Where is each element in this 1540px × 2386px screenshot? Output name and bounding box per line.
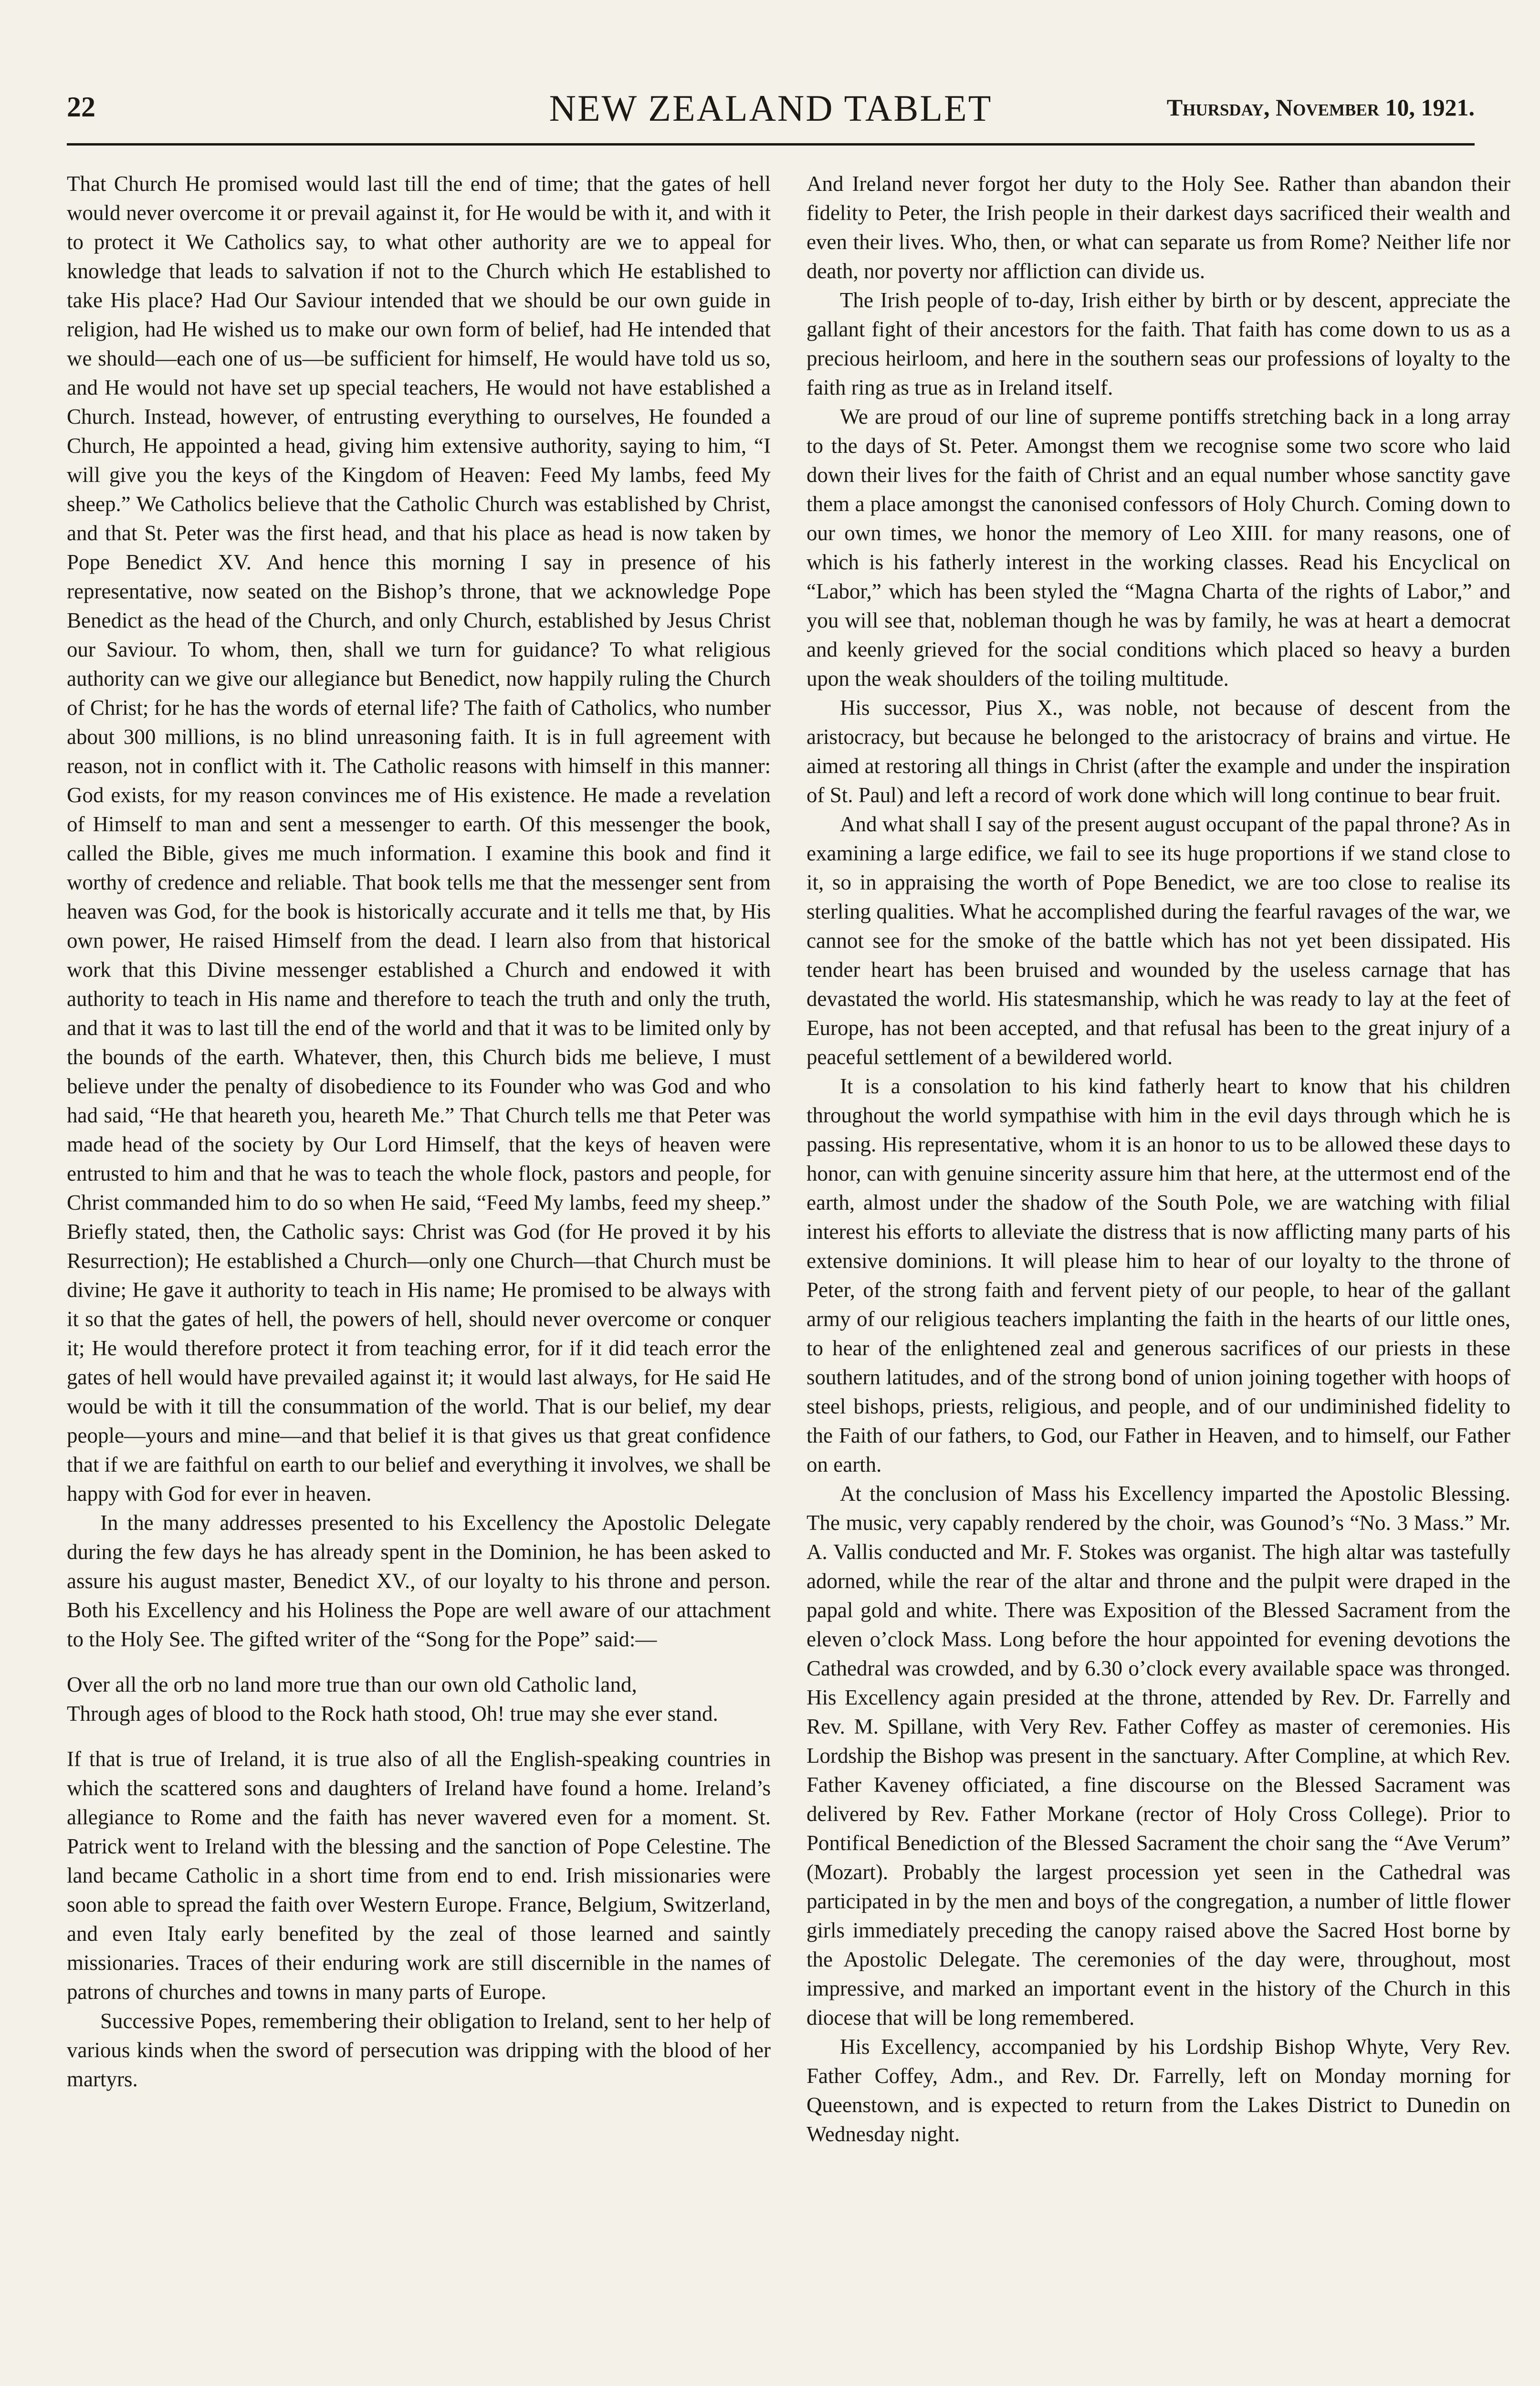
paragraph: We are proud of our line of supreme pontiffs stretching back in a long array to the days of St. Peter. Amongst them we recognise some two score who laid down their lives for the faith of Christ and an equal number whose sanctity gave them a place amongst the canonised confessors of Holy Church. Coming down to our own times, we honor the memory of Leo XIII. for many reasons, one of which is his fatherly interest in the working classes. Read his Encyclical on “Labor,” which has been styled the “Magna Charta of the rights of Labor,” and you will see that, nobleman though he was by family, he was at heart a democrat and keenly grieved for the social conditions which placed so heavy a burden upon the weak shoulders of the toiling multitude. bbox=[807, 405, 1510, 691]
paragraph: At the conclusion of Mass his Excellency imparted the Apostolic Blessing. The music, very capably rendered by the choir, was Gounod’s “No. 3 Mass.” Mr. A. Vallis conducted and Mr. F. Stokes was organist. The high altar was tastefully adorned, while the rear of the altar and throne and the pulpit were draped in the papal gold and white. There was Exposition of the Blessed Sacrament from the eleven o’clock Mass. Long before the hour appointed for evening devotions the Cathedral was crowded, and by 6.30 o’clock every available space was thronged. His Excellency again presided at the throne, attended by Rev. Dr. Farrelly and Rev. M. Spillane, with Very Rev. Father Coffey as master of ceremonies. His Lordship the Bishop was present in the sanctuary. After Compline, at which Rev. Father Kaveney officiated, a fine discourse on the Blessed Sacrament was delivered by Rev. Father Morkane (rector of Holy Cross College). Prior to Pontifical Benediction of the Blessed Sacrament the choir sang the “Ave Verum” (Mozart). Probably the largest procession yet seen in the Cathedral was participated in by the men and boys of the congregation, a number of little flower girls immediately preceding the canopy raised above the Sacred Host borne by the Apostolic Delegate. The ceremonies of the day were, throughout, most impressive, and marked an important event in the history of the Church in this diocese that will be long remembered. bbox=[807, 1482, 1510, 2030]
paragraph: And what shall I say of the present august occupant of the papal throne? As in examining a large edifice, we fail to see its huge proportions if we stand close to it, so in appraising the worth of Pope Benedict, we are too close to realise its sterling qualities. What he accomplished during the fearful ravages of the war, we cannot see for the smoke of the battle which has not yet been dissipated. His tender heart has been bruised and wounded by the useless carnage that has devastated the world. His statesmanship, which he was ready to lay at the feet of Europe, has not been accepted, and that refusal has been to the great injury of a peaceful settlement of a bewildered world. bbox=[807, 812, 1510, 1069]
paragraph: His successor, Pius X., was noble, not because of descent from the aristocracy, but because he belonged to the aristocracy of brains and virtue. He aimed at restoring all things in Christ (after the example and under the inspiration of St. Paul) and left a record of work done which will long continue to bear fruit. bbox=[807, 696, 1510, 807]
masthead bbox=[67, 87, 1475, 143]
left-column bbox=[67, 169, 771, 2386]
masthead-rule bbox=[67, 143, 1475, 146]
paragraph: The Irish people of to-day, Irish either by birth or by descent, appreciate the gallant fight of their ancestors for the faith. That faith has come down to us as a precious heirloom, and here in the southern seas our professions of loyalty to the faith ring as true as in Ireland itself. bbox=[807, 288, 1510, 399]
newspaper-title: NEW ZEALAND TABLET bbox=[549, 87, 993, 129]
paragraph: And Ireland never forgot her duty to the Holy See. Rather than abandon their fidelity to Peter, the Irish people in their darkest days sacrificed their wealth and even their lives. Who, then, or what can separate us from Rome? Neither life nor death, nor poverty nor affliction can divide us. bbox=[807, 172, 1510, 283]
paragraph: In the many addresses presented to his Excellency the Apostolic Delegate during the few days he has already spent in the Dominion, he has been asked to assure his august master, Benedict XV., of our loyalty to his throne and person. Both his Excellency and his Holiness the Pope are well aware of our attachment to the Holy See. The gifted writer of the “Song for the Pope” said:— bbox=[67, 1511, 771, 1651]
paragraph: Successive Popes, remembering their obligation to Ireland, sent to her help of various kinds when the sword of persecution was dripping with the blood of her martyrs. bbox=[67, 2009, 771, 2091]
right-column bbox=[807, 169, 1510, 2386]
issue-date: Thursday, November 10, 1921. bbox=[1166, 94, 1475, 121]
poem-line: Over all the orb no land more true than our own old Catholic land, bbox=[67, 1673, 637, 1696]
paragraph: That Church He promised would last till the end of time; that the gates of hell would never overcome it or prevail against it, for He would be with it, and with it to protect it We Catholics say, to what other authority are we to appeal for knowledge that leads to salvation if not to the Church which He established to take His place? Had Our Saviour intended that we should be our own guide in religion, had He wished us to make our own form of belief, had He intended that we should—each one of us—be sufficient for himself, He would have told us so, and He would not have set up special teachers, He would not have established a Church. Instead, however, of entrusting everything to ourselves, He founded a Church, He appointed a head, giving him extensive authority, saying to him, “I will give you the keys of the Kingdom of Heaven: Feed My lambs, feed My sheep.” We Catholics believe that the Catholic Church was established by Christ, and that St. Peter was the first head, and that his place as head is now taken by Pope Benedict XV. And hence this morning I say in presence of his representative, now seated on the Bishop’s throne, that we acknowledge Pope Benedict as the head of the Church, and only Church, established by Jesus Christ our Saviour. To whom, then, shall we turn for guidance? To what religious authority can we give our allegiance but Benedict, now happily ruling the Church of Christ; for he has the words of eternal life? The faith of Catholics, who number about 300 millions, is no blind unreasoning faith. It is in full agreement with reason, not in conflict with it. The Catholic reasons with himself in this manner: God exists, for my reason convinces me of His existence. He made a revelation of Himself to man and sent a messenger to earth. Of this messenger the book, called the Bible, gives me much information. I examine this book and find it worthy of credence and reliable. That book tells me that the messenger sent from heaven was God, for the book is historically accurate and it tells me that, by His own power, He raised Himself from the dead. I learn also from that historical work that this Divine messenger established a Church and endowed it with authority to teach in His name and therefore to teach the truth and only the truth, and that it was to last till the end of the world and that it was to be limited only by the bounds of the earth. Whatever, then, this Church bids me believe, I must believe under the penalty of disobedience to its Founder who was God and who had said, “He that heareth you, heareth Me.” That Church tells me that Peter was made head of the society by Our Lord Himself, that the keys of heaven were entrusted to him and that he was to teach the whole flock, pastors and people, for Christ commanded him to do so when He said, “Feed My lambs, feed my sheep.” Briefly stated, then, the Catholic says: Christ was God (for He proved it by his Resurrection); He established a Church—only one Church—that Church must be divine; He gave it authority to teach in His name; He promised to be always with it so that the gates of hell, the powers of hell, should never overcome or conquer it; He would therefore protect it from teaching error, for if it did teach error the gates of hell would have prevailed against it; it would last always, for He said He would be with it till the consummation of the world. That is our belief, my dear people—yours and mine—and that belief it is that gives us that great confidence that if we are faithful on earth to our belief and everything it involves, we shall be happy with God for ever in heaven. bbox=[67, 172, 771, 1506]
poem-line: Through ages of blood to the Rock hath stood, Oh! true may she ever stand. bbox=[67, 1702, 718, 1726]
poem-quote bbox=[67, 1670, 771, 1728]
paragraph: If that is true of Ireland, it is true also of all the English-speaking countries in which the scattered sons and daughters of Ireland have found a home. Ireland’s allegiance to Rome and the faith has never wavered even for a moment. St. Patrick went to Ireland with the blessing and the sanction of Pope Celestine. The land became Catholic in a short time from end to end. Irish missionaries were soon able to spread the faith over Western Europe. France, Belgium, Switzerland, and even Italy early benefited by the zeal of those learned and saintly missionaries. Traces of their enduring work are still discernible in the names of patrons of churches and towns in many parts of Europe. bbox=[67, 1747, 771, 2004]
paragraph: His Excellency, accompanied by his Lordship Bishop Whyte, Very Rev. Father Coffey, Adm., and Rev. Dr. Farrelly, left on Monday morning for Queenstown, and is expected to return from the Lakes District to Dunedin on Wednesday night. bbox=[807, 2035, 1510, 2146]
page-number: 22 bbox=[67, 91, 95, 123]
paragraph: It is a consolation to his kind fatherly heart to know that his children throughout the world sympathise with him in the evil days through which he is passing. His representative, whom it is an honor to us to be allowed these days to honor, can with genuine sincerity assure him that here, at the uttermost end of the earth, almost under the shadow of the South Pole, we are watching with filial interest his efforts to alleviate the distress that is now afflicting many parts of his extensive dominions. It will please him to hear of our loyalty to the throne of Peter, of the strong faith and fervent piety of our people, to hear of the gallant army of our religious teachers implanting the faith in the hearts of our little ones, to hear of the enlightened zeal and generous sacrifices of our priests in these southern latitudes, and of the strong bond of union joining together with hoops of steel bishops, priests, religious, and people, and of our undiminished fidelity to the Faith of our fathers, to God, our Father in Heaven, and to himself, our Father on earth. bbox=[807, 1074, 1510, 1476]
